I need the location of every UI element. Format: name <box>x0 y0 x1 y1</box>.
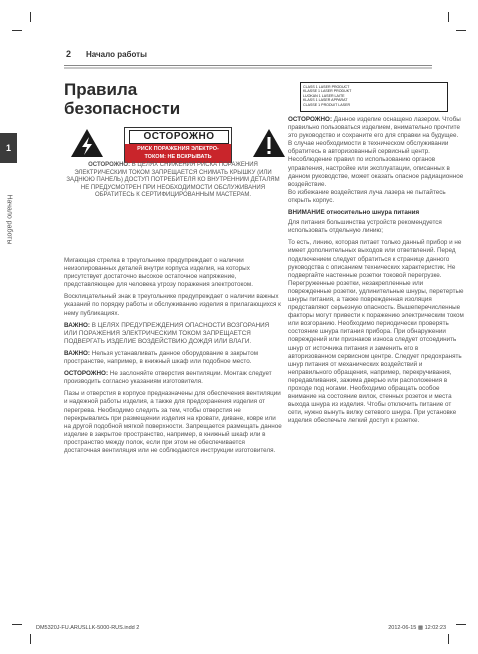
caution-statement-body: В ЦЕЛЯХ СНИЖЕНИЯ РИСКА ПОРАЖЕНИЯ ЭЛЕКТРИЧЕСКИМ ТОКОМ ЗАПРЕЩАЕТСЯ СНИМАТЬ КРЫШКУ (ИЛИ ЗАДНЮЮ ПАНЕЛЬ) ДОСТУП ПОТРЕБИТЕЛЯ КО ВНУТРЕННИМ ДЕТАЛЯМ НЕ ПРЕДУСМОТРЕН ПРИ НЕОБХОДИМОСТИ ОБСЛУЖИВАНИЯ ОБРАТИТЕСЬ К СЕРТИФИЦИРОВАННЫМ МАСТЕРАМ. <box>66 162 280 199</box>
section-title: Начало работы <box>86 50 147 59</box>
laser-label-line: KLASSE 1 LASER PRODUKT <box>303 89 352 94</box>
paragraph: Пазы и отверстия в корпусе предназначены для обеспечения вентиляции и надежной работы изделия, а также для предохранения изделия от перегрева. Необходимо следить за тем, чтобы отверстия не перекрывались при размещении изделия на кровати, диване, ковре или на другой подобной мягкой поверхности. Запрещается размещать данное изделие в закрытое пространство, например, в книжный шкаф или в пространство между полок, если при этом не обеспечивается достаточная вентиляция или не соблюдаются инструкции изготовителя. <box>64 390 282 454</box>
paragraph-lead: ОСТОРОЖНО: <box>64 370 109 378</box>
laser-label-line: LUOKAN 1 LASER LAITE <box>303 93 345 98</box>
crop-mark <box>30 12 31 22</box>
laser-label-line: CLASSE 1 PRODUIT LASER <box>303 102 351 107</box>
page-title-line1: Правила <box>64 80 138 99</box>
chapter-tab <box>0 133 17 163</box>
crop-mark <box>12 624 22 625</box>
caution-title: ОСТОРОЖНО <box>129 130 229 144</box>
laser-label-line: CLASS 1 LASER PRODUCT <box>303 85 350 89</box>
subheading-text: ВНИМАНИЕ относительно шнура питания <box>288 209 420 217</box>
caution-subtitle-line1: РИСК ПОРАЖЕНИЯ ЭЛЕКТРО- <box>137 146 219 152</box>
chapter-label-text: Начало работы <box>5 194 13 245</box>
crop-mark <box>448 12 449 22</box>
caution-statement <box>64 162 282 200</box>
page-number: 2 <box>66 49 72 59</box>
paragraph-body: В ЦЕЛЯХ ПРЕДУПРЕЖДЕНИЯ ОПАСНОСТИ ВОЗГОРАНИЯ ИЛИ ПОРАЖЕНИЯ ЭЛЕКТРИЧЕСКИМ ТОКОМ ЗАПРЕЩАЕТСЯ ПОДВЕРГАТЬ ИЗДЕЛИЕ ВОЗДЕЙСТВИЮ ДОЖДЯ ИЛИ ВЛАГИ. <box>64 321 270 345</box>
paragraph <box>64 350 282 366</box>
right-column <box>288 116 464 429</box>
caution-statement-lead: ОСТОРОЖНО: <box>88 162 131 168</box>
exclamation-warning-icon <box>252 128 286 158</box>
caution-subtitle-line2: ТОКОМ: НЕ ВСКРЫВАТЬ <box>144 154 212 160</box>
crop-mark <box>456 624 466 625</box>
paragraph-lead: ВАЖНО: <box>64 349 91 357</box>
paragraph-lead: ВАЖНО: <box>64 321 91 329</box>
paragraph: То есть, линию, которая питает только данный прибор и не имеет дополнительных выходов или ответвлений. Перед подключением следует обратиться к странице данного руководства с описанием технических характеристик. Не подвергайте настенные розетки токовой перегрузке. Перегруженные розетки, незакрепленные или поврежденные розетки, удлинительные шнуры, перетертые шнуры питания, а также поврежденная изоляция представляют серьезную опасность. Вышеперечисленные факторы могут привести к поражению электрическим током или возгоранию. Необходимо периодически проверять состояние шнура питания прибора. При обнаружении повреждений или признаков износа следует отсоединить шнур от источника питания и заменить его в авторизованном сервисном центре. Следует предохранять шнур питания от механических воздействий и неправильного обращения, например, перекручивания, передавливания, зажима дверью или расположения в проходе под ногами. Необходимо обращать особое внимание на состояние вилок, стенных розеток и места выхода шнура из изделия. Чтобы отключить питание от сети, нужно вынуть вилку сетевого шнура. При установке изделия обеспечьте легкий доступ к розетке. <box>288 239 464 425</box>
paragraph: Во избежание воздействия луча лазера не пытайтесь открыть корпус. <box>288 188 446 204</box>
laser-label-line: KLASS 1 LASER APPARAT <box>303 98 348 103</box>
caution-label <box>124 127 232 163</box>
paragraph: Мигающая стрелка в треугольнике предупреждает о наличии неизолированных деталей внутри корпуса изделия, на которых присутствует достаточно высокое остаточное напряжение, представляющее для человека угрозу поражения электротоком. <box>64 257 253 289</box>
paragraph-lead: ОСТОРОЖНО: <box>288 116 333 123</box>
footer-filename: DM5320J-FU.ARUSLLK-5000-RUS.indd 2 <box>36 625 140 631</box>
header-divider <box>64 67 432 69</box>
left-column <box>64 257 282 459</box>
paragraph-body: Нельзя устанавливать данное оборудование в закрытом пространстве, например, в книжный шкаф или подобное место. <box>64 349 259 366</box>
crop-mark <box>456 30 466 31</box>
chapter-label-vertical <box>2 178 16 268</box>
laser-product-label <box>300 82 448 112</box>
page-title <box>64 80 180 118</box>
page-title-line2: безопасности <box>64 99 181 118</box>
caution-subtitle <box>125 144 231 163</box>
footer-timestamp: 2012-06-15 ▩ 12:02:23 <box>388 625 446 631</box>
paragraph: Восклицательный знак в треугольнике предупреждает о наличии важных указаний по порядку работы и обслуживанию изделия в прилагающихся к нему публикациях. <box>64 293 281 317</box>
crop-mark <box>30 634 31 644</box>
paragraph <box>64 322 282 346</box>
paragraph: Для питания большинства устройств рекомендуется использовать отдельную линию; <box>288 219 442 235</box>
lightning-warning-icon <box>70 128 104 158</box>
page-header <box>64 49 432 66</box>
crop-mark <box>12 30 22 31</box>
paragraph-body: Данное изделие оснащено лазером. Чтобы правильно пользоваться изделием, внимательно прочтите это руководство и сохраните его для справки на будущее. В случае необходимости в техническом обслуживании обратитесь в авторизованный сервисный центр. Несоблюдение правил по использованию органов управления, настройке или эксплуатации, описанных в данном руководстве, может оказать опасное радиационное воздействие. <box>288 116 464 188</box>
chapter-number: 1 <box>5 143 11 153</box>
subheading <box>288 209 464 217</box>
paragraph <box>64 370 282 386</box>
paragraph-body: Не заслоняйте отверстия вентиляции. Монтаж следует производить согласно указаниям изготовителя. <box>64 370 272 386</box>
paragraph <box>288 116 464 189</box>
crop-mark <box>448 634 449 644</box>
